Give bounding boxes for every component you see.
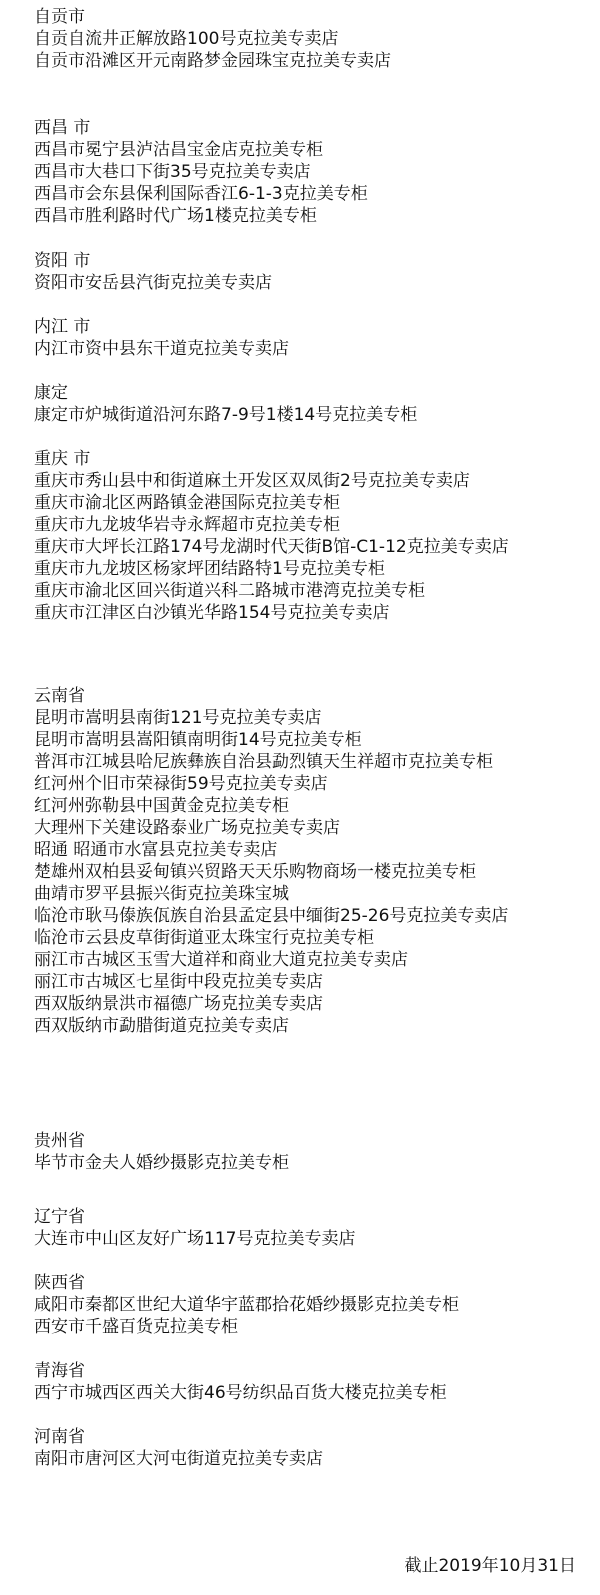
store-item: 西昌市会东县保利国际香江6-1-3克拉美专柜 [34, 184, 368, 204]
store-item: 西昌市胜利路时代广场1楼克拉美专柜 [34, 206, 317, 226]
store-item: 普洱市江城县哈尼族彝族自治县勐烈镇天生祥超市克拉美专柜 [34, 752, 493, 772]
store-item: 昆明市嵩明县嵩阳镇南明街14号克拉美专柜 [34, 730, 362, 750]
region-title: 河南省 [34, 1427, 85, 1447]
store-item: 毕节市金夫人婚纱摄影克拉美专柜 [34, 1153, 289, 1173]
store-item: 重庆市秀山县中和街道麻土开发区双凤街2号克拉美专卖店 [34, 471, 470, 491]
region-group [34, 1130, 589, 1174]
store-item: 西宁市城西区西关大街46号纺织品百货大楼克拉美专柜 [34, 1383, 447, 1403]
region-title: 重庆 市 [34, 449, 91, 469]
region-group [34, 448, 589, 624]
store-item: 西双版纳市勐腊街道克拉美专卖店 [34, 1016, 289, 1036]
region-title: 辽宁省 [34, 1207, 85, 1227]
store-item: 重庆市九龙坡华岩寺永辉超市克拉美专柜 [34, 515, 340, 535]
region-group [34, 117, 589, 227]
store-item: 西安市千盛百货克拉美专柜 [34, 1317, 238, 1337]
region-group [34, 1206, 589, 1250]
region-group [34, 316, 589, 360]
region-title: 贵州省 [34, 1131, 85, 1151]
region-title: 云南省 [34, 686, 85, 706]
store-item: 楚雄州双柏县妥甸镇兴贸路天天乐购物商场一楼克拉美专柜 [34, 862, 476, 882]
store-item: 临沧市耿马傣族佤族自治县孟定县中缅街25-26号克拉美专卖店 [34, 906, 509, 926]
store-item: 南阳市唐河区大河屯街道克拉美专卖店 [34, 1449, 323, 1469]
store-item: 昆明市嵩明县南街121号克拉美专卖店 [34, 708, 322, 728]
region-group [34, 1426, 589, 1470]
store-item: 自贡市沿滩区开元南路梦金园珠宝克拉美专卖店 [34, 51, 391, 71]
region-title: 内江 市 [34, 317, 91, 337]
store-item: 红河州弥勒县中国黄金克拉美专柜 [34, 796, 289, 816]
region-group [34, 685, 589, 1037]
store-item: 丽江市古城区玉雪大道祥和商业大道克拉美专卖店 [34, 950, 408, 970]
store-item: 丽江市古城区七星街中段克拉美专卖店 [34, 972, 323, 992]
store-item: 资阳市安岳县汽街克拉美专卖店 [34, 273, 272, 293]
store-item: 重庆市九龙坡区杨家坪团结路特1号克拉美专柜 [34, 559, 385, 579]
region-group [34, 1360, 589, 1404]
region-title: 青海省 [34, 1361, 85, 1381]
region-title: 康定 [34, 383, 68, 403]
store-item: 红河州个旧市荣禄街59号克拉美专卖店 [34, 774, 328, 794]
region-title: 自贡市 [34, 7, 85, 27]
region-group [34, 1272, 589, 1338]
store-item: 内江市资中县东干道克拉美专卖店 [34, 339, 289, 359]
store-item: 临沧市云县皮草街街道亚太珠宝行克拉美专柜 [34, 928, 374, 948]
store-item: 大连市中山区友好广场117号克拉美专卖店 [34, 1229, 356, 1249]
store-item: 自贡自流井正解放路100号克拉美专卖店 [34, 29, 339, 49]
store-item: 重庆市江津区白沙镇光华路154号克拉美专卖店 [34, 603, 390, 623]
store-item: 西昌市大巷口下街35号克拉美专卖店 [34, 162, 311, 182]
region-group [34, 382, 589, 426]
store-item: 西双版纳景洪市福德广场克拉美专卖店 [34, 994, 323, 1014]
region-title: 西昌 市 [34, 118, 91, 138]
store-item: 西昌市冕宁县泸沽昌宝金店克拉美专柜 [34, 140, 323, 160]
store-item: 重庆市渝北区两路镇金港国际克拉美专柜 [34, 493, 340, 513]
store-item: 咸阳市秦都区世纪大道华宇蓝郡拾花婚纱摄影克拉美专柜 [34, 1295, 459, 1315]
region-title: 资阳 市 [34, 251, 91, 271]
store-item: 昭通 昭通市水富县克拉美专卖店 [34, 840, 278, 860]
region-group [34, 250, 589, 294]
store-item: 曲靖市罗平县振兴街克拉美珠宝城 [34, 884, 289, 904]
footer-date: 截止2019年10月31日 [404, 1556, 576, 1576]
store-item: 大理州下关建设路泰业广场克拉美专卖店 [34, 818, 340, 838]
store-item: 重庆市渝北区回兴街道兴科二路城市港湾克拉美专柜 [34, 581, 425, 601]
store-item: 重庆市大坪长江路174号龙湖时代天街B馆-C1-12克拉美专卖店 [34, 537, 509, 557]
store-item: 康定市炉城街道沿河东路7-9号1楼14号克拉美专柜 [34, 405, 418, 425]
region-group [34, 6, 589, 72]
region-title: 陕西省 [34, 1273, 85, 1293]
